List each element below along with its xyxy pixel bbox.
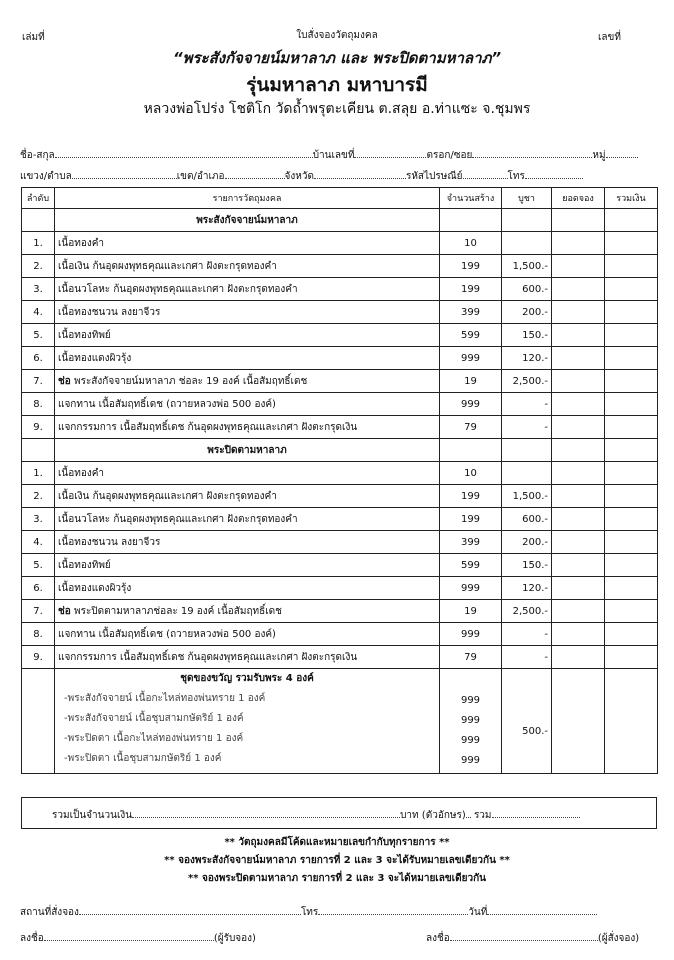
booked-cell[interactable] <box>552 462 605 485</box>
footer-line-2 <box>20 931 256 946</box>
row-number: 3. <box>22 278 55 301</box>
item-label: เนื้อทองแดงผิวรุ้ง <box>58 582 132 594</box>
total-cell[interactable] <box>605 416 658 439</box>
booked-cell[interactable] <box>552 577 605 600</box>
section-title: พระสังกัจจายน์มหาลาภ <box>55 209 440 232</box>
section-header-row <box>22 209 658 232</box>
orderer-label: (ผู้สั่งจอง) <box>597 933 640 944</box>
district-field[interactable] <box>225 169 285 179</box>
item-price <box>502 462 552 485</box>
table-row <box>22 255 658 278</box>
booked-cell[interactable] <box>552 646 605 669</box>
total-cell[interactable] <box>605 577 658 600</box>
table-row <box>22 232 658 255</box>
item-name <box>55 600 440 623</box>
total-cell[interactable] <box>605 600 658 623</box>
baht-text-label: บาท (ตัวอักษร) <box>400 810 466 821</box>
item-bold-label: ช่อ <box>58 605 71 617</box>
total-amount-label: รวมเป็นจำนวนเงิน <box>52 810 133 821</box>
item-label: เนื้อเงิน ก้นอุดผงพุทธคุณและเกศา ฝังตะกรุดทองคำ <box>58 260 277 272</box>
item-price: - <box>502 623 552 646</box>
phone-field[interactable] <box>525 169 583 179</box>
gift-title: ชุดของขวัญ รวมรับพระ 4 องค์ <box>180 673 314 684</box>
item-name <box>55 623 440 646</box>
item-price: 1,500.- <box>502 485 552 508</box>
address-line-2 <box>20 169 583 184</box>
item-name <box>55 278 440 301</box>
item-name <box>55 255 440 278</box>
item-name <box>55 393 440 416</box>
total-cell[interactable] <box>605 646 658 669</box>
gift-item-qty: 999 <box>460 695 481 706</box>
table-row <box>22 623 658 646</box>
section-header-row <box>22 439 658 462</box>
receiver-label: (ผู้รับจอง) <box>213 933 256 944</box>
row-number: 6. <box>22 577 55 600</box>
item-label: เนื้อทองทิพย์ <box>58 559 111 571</box>
sum-field[interactable] <box>492 808 580 818</box>
item-name <box>55 531 440 554</box>
item-name <box>55 554 440 577</box>
gift-set-row <box>22 669 658 774</box>
phone-label: โทร <box>507 171 525 182</box>
item-price: 120.- <box>502 347 552 370</box>
item-qty: 10 <box>440 462 502 485</box>
item-label: เนื้อนวโลหะ ก้นอุดผงพุทธคุณและเกศา ฝังตะกรุดทองคำ <box>58 283 298 295</box>
item-price: 120.- <box>502 577 552 600</box>
gift-item: -พระปิดตา เนื้อกะไหล่ทองพ่นทราย 1 องค์ <box>64 733 244 744</box>
total-cell[interactable] <box>605 485 658 508</box>
postcode-label: รหัสไปรษณีย์ <box>405 171 463 182</box>
item-name <box>55 577 440 600</box>
house-no-field[interactable] <box>354 148 426 158</box>
footer-phone-field[interactable] <box>318 905 468 915</box>
item-qty: 399 <box>440 301 502 324</box>
sign-label-1: ลงชื่อ <box>20 933 44 944</box>
table-row <box>22 508 658 531</box>
address-line-1 <box>20 148 638 163</box>
col-header-booked: ยอดจอง <box>552 188 605 209</box>
date-label: วันที่ <box>468 907 488 918</box>
row-number: 6. <box>22 347 55 370</box>
booked-cell[interactable] <box>552 531 605 554</box>
section-title: พระปิดตามหาลาภ <box>55 439 440 462</box>
booked-cell[interactable] <box>552 393 605 416</box>
row-number: 1. <box>22 232 55 255</box>
item-qty: 999 <box>440 577 502 600</box>
note-1: ** วัตถุมงคลมีโค้ดและหมายเลขกำกับทุกรายการ ** <box>224 837 450 848</box>
booked-cell[interactable] <box>552 324 605 347</box>
moo-field[interactable] <box>606 148 638 158</box>
row-number: 2. <box>22 255 55 278</box>
total-cell[interactable] <box>605 508 658 531</box>
item-name <box>55 324 440 347</box>
table-row <box>22 600 658 623</box>
total-cell[interactable] <box>605 301 658 324</box>
table-row <box>22 370 658 393</box>
gift-total-cell[interactable] <box>605 669 658 774</box>
gift-item-qty: 999 <box>460 715 481 726</box>
province-field[interactable] <box>314 169 406 179</box>
gift-item-qty: 999 <box>460 735 481 746</box>
total-cell[interactable] <box>605 324 658 347</box>
name-label: ชื่อ-สกุล <box>20 150 55 161</box>
place-field[interactable] <box>79 905 301 915</box>
item-price: 200.- <box>502 531 552 554</box>
table-row <box>22 485 658 508</box>
booked-cell[interactable] <box>552 554 605 577</box>
gift-price: 500.- <box>502 669 552 774</box>
note-2: ** จองพระสังกัจจายน์มหาลาภ รายการที่ 2 และ 3 จะได้รับหมายเลขเดียวกัน ** <box>164 855 510 866</box>
item-qty: 19 <box>440 370 502 393</box>
row-number: 1. <box>22 462 55 485</box>
item-label: เนื้อทองชนวน ลงยาจีวร <box>58 306 161 318</box>
item-label: เนื้อทองแดงผิวรุ้ง <box>58 352 132 364</box>
gift-item: -พระสังกัจจายน์ เนื้อชุบสามกษัตริย์ 1 องค์ <box>64 713 244 724</box>
table-row <box>22 278 658 301</box>
total-cell[interactable] <box>605 554 658 577</box>
item-name <box>55 301 440 324</box>
date-field[interactable] <box>487 905 597 915</box>
item-qty: 399 <box>440 531 502 554</box>
footer-phone-label: โทร <box>300 907 319 918</box>
row-number: 8. <box>22 393 55 416</box>
item-label: เนื้อนวโลหะ ก้นอุดผงพุทธคุณและเกศา ฝังตะกรุดทองคำ <box>58 513 298 525</box>
number-label: เลขที่ <box>598 32 621 43</box>
item-price: - <box>502 393 552 416</box>
row-number: 5. <box>22 554 55 577</box>
item-qty: 10 <box>440 232 502 255</box>
row-number: 4. <box>22 301 55 324</box>
table-row <box>22 531 658 554</box>
item-label: เนื้อเงิน ก้นอุดผงพุทธคุณและเกศา ฝังตะกรุดทองคำ <box>58 490 277 502</box>
total-cell[interactable] <box>605 255 658 278</box>
item-price: - <box>502 646 552 669</box>
item-price: - <box>502 416 552 439</box>
item-name <box>55 485 440 508</box>
item-qty: 599 <box>440 554 502 577</box>
item-price: 150.- <box>502 324 552 347</box>
item-label: เนื้อทองชนวน ลงยาจีวร <box>58 536 161 548</box>
book-number-label: เล่มที่ <box>22 32 45 43</box>
row-number: 4. <box>22 531 55 554</box>
item-name <box>55 347 440 370</box>
subdistrict-field[interactable] <box>72 169 177 179</box>
item-label: แจกกรรมการ เนื้อสัมฤทธิ์เดช ก้นอุดผงพุทธคุณและเกศา ฝังตะกรุดเงิน <box>58 421 358 433</box>
gift-qty-cell <box>440 669 502 774</box>
name-field[interactable] <box>55 148 313 158</box>
col-header-item: รายการวัตถุมงคล <box>55 188 440 209</box>
booked-cell[interactable] <box>552 301 605 324</box>
table-row <box>22 554 658 577</box>
item-label: พระปิดตามหาลาภช่อละ 19 องค์ เนื้อสัมฤทธิ์เดช <box>70 605 282 617</box>
total-cell[interactable] <box>605 370 658 393</box>
item-price: 2,500.- <box>502 600 552 623</box>
item-label: แจกกรรมการ เนื้อสัมฤทธิ์เดช ก้นอุดผงพุทธคุณและเกศา ฝังตะกรุดเงิน <box>58 651 358 663</box>
table-row <box>22 416 658 439</box>
row-number: 7. <box>22 370 55 393</box>
item-qty: 199 <box>440 485 502 508</box>
item-qty: 199 <box>440 255 502 278</box>
item-qty: 19 <box>440 600 502 623</box>
note-3: ** จองพระปิดตามหาลาภ รายการที่ 2 และ 3 จะได้หมายเลขเดียวกัน <box>188 873 486 884</box>
booked-cell[interactable] <box>552 255 605 278</box>
row-number: 5. <box>22 324 55 347</box>
item-qty: 199 <box>440 508 502 531</box>
item-label: เนื้อทองคำ <box>58 467 105 479</box>
item-qty: 79 <box>440 646 502 669</box>
item-label: พระสังกัจจายน์มหาลาภ ช่อละ 19 องค์ เนื้อสัมฤทธิ์เดช <box>70 375 308 387</box>
subdistrict-label: แขวง/ตำบล <box>20 171 72 182</box>
total-cell[interactable] <box>605 393 658 416</box>
total-cell[interactable] <box>605 531 658 554</box>
item-bold-label: ช่อ <box>58 375 71 387</box>
booked-cell[interactable] <box>552 416 605 439</box>
district-label: เขต/อำเภอ <box>176 171 225 182</box>
moo-label: หมู่ <box>592 150 606 161</box>
item-price: 600.- <box>502 278 552 301</box>
item-label: แจกทาน เนื้อสัมฤทธิ์เดช (ถวายหลวงพ่อ 500 องค์) <box>58 398 276 410</box>
item-name <box>55 508 440 531</box>
item-name <box>55 232 440 255</box>
table-row <box>22 646 658 669</box>
item-qty: 999 <box>440 347 502 370</box>
postcode-field[interactable] <box>463 169 508 179</box>
footer-line-1 <box>20 905 597 920</box>
booked-cell[interactable] <box>552 370 605 393</box>
row-number: 3. <box>22 508 55 531</box>
gift-items-cell <box>55 669 440 774</box>
col-header-qty: จำนวนสร้าง <box>440 188 502 209</box>
booked-cell[interactable] <box>552 623 605 646</box>
receiver-sign-field[interactable] <box>44 931 214 941</box>
table-row <box>22 393 658 416</box>
item-qty: 79 <box>440 416 502 439</box>
item-price: 1,500.- <box>502 255 552 278</box>
item-price: 200.- <box>502 301 552 324</box>
item-price: 150.- <box>502 554 552 577</box>
row-number: 8. <box>22 623 55 646</box>
table-row <box>22 347 658 370</box>
total-amount-field[interactable] <box>132 808 400 818</box>
total-cell[interactable] <box>605 462 658 485</box>
col-header-no: ลำดับ <box>22 188 55 209</box>
item-qty: 999 <box>440 393 502 416</box>
table-row <box>22 577 658 600</box>
item-price: 600.- <box>502 508 552 531</box>
house-no-label: บ้านเลขที่ <box>312 150 355 161</box>
total-cell[interactable] <box>605 278 658 301</box>
order-table <box>21 187 658 774</box>
totals-box <box>21 797 657 829</box>
booked-cell[interactable] <box>552 232 605 255</box>
row-number: 7. <box>22 600 55 623</box>
table-header-row <box>22 188 658 209</box>
row-number: 9. <box>22 416 55 439</box>
row-number: 9. <box>22 646 55 669</box>
row-number: 2. <box>22 485 55 508</box>
footer-line-3 <box>426 931 639 946</box>
main-title: “พระสังกัจจายน์มหาลาภ และ พระปิดตามหาลาภ” <box>172 49 502 67</box>
sum-label: รวม <box>473 810 492 821</box>
sign-label-2: ลงชื่อ <box>426 933 450 944</box>
temple-line: หลวงพ่อโปร่ง โชติโก วัดถ้ำพรุตะเคียน ต.สลุย อ.ท่าแซะ จ.ชุมพร <box>143 101 531 117</box>
gift-item-qty: 999 <box>460 755 481 766</box>
item-name <box>55 462 440 485</box>
item-qty: 999 <box>440 623 502 646</box>
gift-item: -พระปิดตา เนื้อชุบสามกษัตริย์ 1 องค์ <box>64 753 222 764</box>
item-price <box>502 232 552 255</box>
booked-cell[interactable] <box>552 600 605 623</box>
booked-cell[interactable] <box>552 508 605 531</box>
booked-cell[interactable] <box>552 485 605 508</box>
item-name <box>55 416 440 439</box>
alley-field[interactable] <box>472 148 592 158</box>
item-label: เนื้อทองทิพย์ <box>58 329 111 341</box>
alley-label: ตรอก/ซอย <box>426 150 473 161</box>
gift-item: -พระสังกัจจายน์ เนื้อกะไหล่ทองพ่นทราย 1 องค์ <box>64 693 266 704</box>
orderer-sign-field[interactable] <box>450 931 598 941</box>
booked-cell[interactable] <box>552 278 605 301</box>
item-name <box>55 646 440 669</box>
col-header-price: บูชา <box>502 188 552 209</box>
item-label: เนื้อทองคำ <box>58 237 105 249</box>
item-label: แจกทาน เนื้อสัมฤทธิ์เดช (ถวายหลวงพ่อ 500 องค์) <box>58 628 276 640</box>
item-qty: 199 <box>440 278 502 301</box>
province-label: จังหวัด <box>284 171 314 182</box>
series-title: รุ่นมหาลาภ มหาบารมี <box>246 74 428 96</box>
table-row <box>22 301 658 324</box>
item-qty: 599 <box>440 324 502 347</box>
place-label: สถานที่สั่งจอง <box>20 907 79 918</box>
document-title: ใบสั่งจองวัตถุมงคล <box>296 30 378 41</box>
booked-cell[interactable] <box>552 347 605 370</box>
total-cell[interactable] <box>605 347 658 370</box>
gift-booked-cell[interactable] <box>552 669 605 774</box>
table-row <box>22 462 658 485</box>
table-row <box>22 324 658 347</box>
total-cell[interactable] <box>605 623 658 646</box>
col-header-total: รวมเงิน <box>605 188 658 209</box>
item-price: 2,500.- <box>502 370 552 393</box>
item-name <box>55 370 440 393</box>
total-cell[interactable] <box>605 232 658 255</box>
